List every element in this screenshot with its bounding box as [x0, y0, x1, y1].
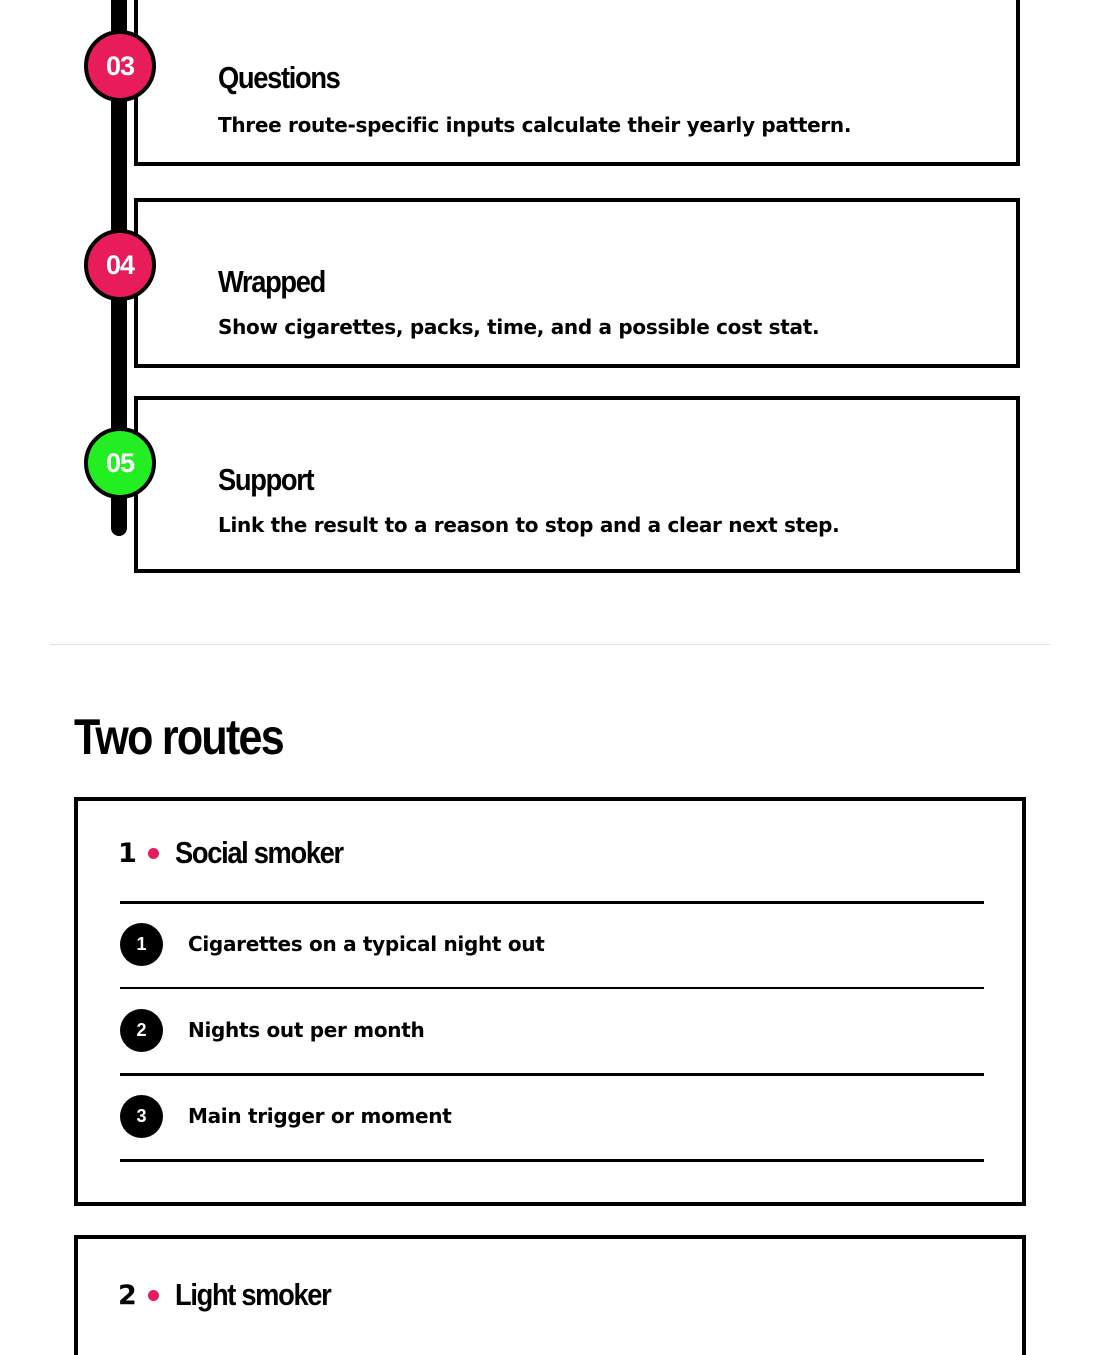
row-divider: [120, 1159, 984, 1162]
question-row: [120, 904, 984, 984]
route-name: Social smoker: [175, 835, 343, 870]
route-card-light-smoker[interactable]: [74, 1235, 1026, 1355]
question-label: Nights out per month: [188, 1018, 425, 1042]
question-number: 2: [120, 1009, 163, 1052]
question-label: Main trigger or moment: [188, 1104, 452, 1128]
question-row: [120, 1076, 984, 1156]
step-title: Wrapped: [218, 264, 325, 299]
route-number: 1: [118, 837, 137, 869]
step-description: Show cigarettes, packs, time, and a possible cost stat.: [218, 315, 820, 339]
row-divider: [120, 987, 984, 989]
route-header: [118, 1277, 352, 1313]
section-title: Two routes: [74, 709, 283, 765]
step-title: Questions: [218, 60, 340, 95]
step-title: Support: [218, 462, 314, 497]
step-card-questions: [134, 0, 1020, 166]
step-badge-05: 05: [84, 427, 156, 499]
section-divider: [50, 644, 1050, 645]
route-header: [118, 835, 366, 871]
step-badge-04: 04: [84, 229, 156, 301]
route-name: Light smoker: [175, 1277, 331, 1312]
step-card-wrapped: [134, 198, 1020, 368]
bullet-dot-icon: [148, 1290, 159, 1301]
route-number: 2: [118, 1279, 137, 1311]
bullet-dot-icon: [148, 848, 159, 859]
question-label: Cigarettes on a typical night out: [188, 932, 545, 956]
step-description: Link the result to a reason to stop and a clear next step.: [218, 513, 840, 537]
step-card-support: [134, 396, 1020, 573]
question-number: 3: [120, 1095, 163, 1138]
route-card-social-smoker[interactable]: [74, 797, 1026, 1206]
question-row: [120, 990, 984, 1070]
question-number: 1: [120, 923, 163, 966]
step-badge-03: 03: [84, 30, 156, 102]
step-description: Three route-specific inputs calculate their yearly pattern.: [218, 113, 852, 137]
